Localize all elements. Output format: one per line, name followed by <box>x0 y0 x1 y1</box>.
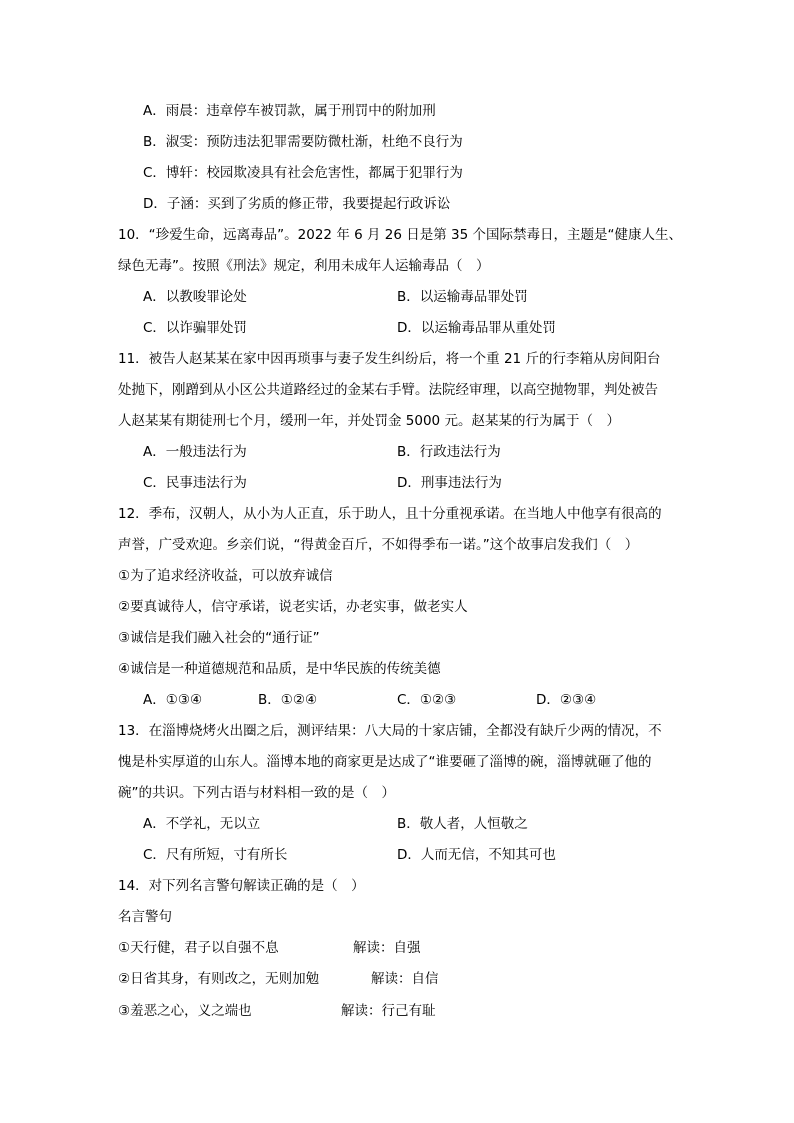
q12-option-d: D．②③④ <box>536 692 597 708</box>
q11-stem-line-2: 处抛下，刚蹭到从小区公共道路经过的金某右手臂。法院经审理，以高空抛物罪，判处被告 <box>118 382 658 398</box>
q11-stem-line-3: 人赵某某有期徒刑七个月，缓刑一年，并处罚金 5000 元。赵某某的行为属于（ ） <box>118 413 620 429</box>
q10-option-c: C．以诈骗罪处罚 <box>143 320 247 336</box>
q11-stem-line-1: 11．被告人赵某某在家中因再琐事与妻子发生纠纷后，将一个重 21 斤的行李箱从房间阳台 <box>118 351 661 367</box>
q9-option-d: D．子涵：买到了劣质的修正带，我要提起行政诉讼 <box>143 196 451 212</box>
q9-option-a: A．雨晨：违章停车被罚款，属于刑罚中的附加刑 <box>143 103 436 119</box>
q12-stem-line-1: 12．季布，汉朝人，从小为人正直，乐于助人，且十分重视承诺。在当地人中他享有很高的 <box>118 506 662 522</box>
q12-option-a: A．①③④ <box>143 692 203 708</box>
q13-option-b: B．敬人者，人恒敬之 <box>397 816 528 832</box>
q11-option-b: B．行政违法行为 <box>397 444 501 460</box>
q11-option-a: A．一般违法行为 <box>143 444 247 460</box>
q14-table-header: 名言警句 <box>118 909 172 925</box>
q10-option-b: B．以运输毒品罪处罚 <box>397 289 528 305</box>
q14-interp-1: 解读：自强 <box>353 940 421 956</box>
q12-item-2: ②要真诚待人，信守承诺，说老实话，办老实事，做老实人 <box>118 599 468 615</box>
q13-stem-line-3: 碗”的共识。下列古语与材料相一致的是（ ） <box>118 785 395 801</box>
q14-quote-1: ①天行健，君子以自强不息 <box>118 940 279 956</box>
q12-item-3: ③诚信是我们融入社会的“通行证” <box>118 630 320 646</box>
q12-option-b: B．①②④ <box>258 692 318 708</box>
q10-stem-line-2: 绿色无毒”。按照《刑法》规定，利用未成年人运输毒品（ ） <box>118 258 490 274</box>
q11-option-c: C．民事违法行为 <box>143 475 247 491</box>
q14-quote-3: ③羞恶之心，义之端也 <box>118 1003 252 1019</box>
q13-stem-line-2: 愧是朴实厚道的山东人。淄博本地的商家更是达成了“谁要砸了淄博的碗，淄博就砸了他的 <box>118 754 652 770</box>
q13-option-c: C．尺有所短，寸有所长 <box>143 847 288 863</box>
q10-stem-line-1: 10．“珍爱生命，远离毒品”。2022 年 6 月 26 日是第 35 个国际禁毒日，主题是“健康人生、 <box>118 227 682 243</box>
q9-option-c: C．博轩：校园欺凌具有社会危害性，都属于犯罪行为 <box>143 165 463 181</box>
q13-option-d: D．人而无信，不知其可也 <box>397 847 556 863</box>
q14-stem: 14．对下列名言警句解读正确的是（ ） <box>118 878 365 894</box>
q9-option-b: B．淑雯：预防违法犯罪需要防微杜渐，杜绝不良行为 <box>143 134 463 150</box>
q10-option-d: D．以运输毒品罪从重处罚 <box>397 320 556 336</box>
q12-item-4: ④诚信是一种道德规范和品质，是中华民族的传统美德 <box>118 661 441 677</box>
q14-interp-3: 解读：行己有耻 <box>341 1003 436 1019</box>
q12-option-c: C．①②③ <box>397 692 457 708</box>
q13-option-a: A．不学礼，无以立 <box>143 816 261 832</box>
q13-stem-line-1: 13．在淄博烧烤火出圈之后，测评结果：八大局的十家店铺，全都没有缺斤少两的情况，不 <box>118 723 662 739</box>
q14-interp-2: 解读：自信 <box>371 971 439 987</box>
q12-item-1: ①为了追求经济收益，可以放弃诚信 <box>118 568 333 584</box>
q14-quote-2: ②日省其身，有则改之，无则加勉 <box>118 971 320 987</box>
q11-option-d: D．刑事违法行为 <box>397 475 502 491</box>
q12-stem-line-2: 声誉，广受欢迎。乡亲们说，“得黄金百斤，不如得季布一诺。”这个故事启发我们（ ） <box>118 537 639 553</box>
q10-option-a: A．以教唆罪论处 <box>143 289 247 305</box>
